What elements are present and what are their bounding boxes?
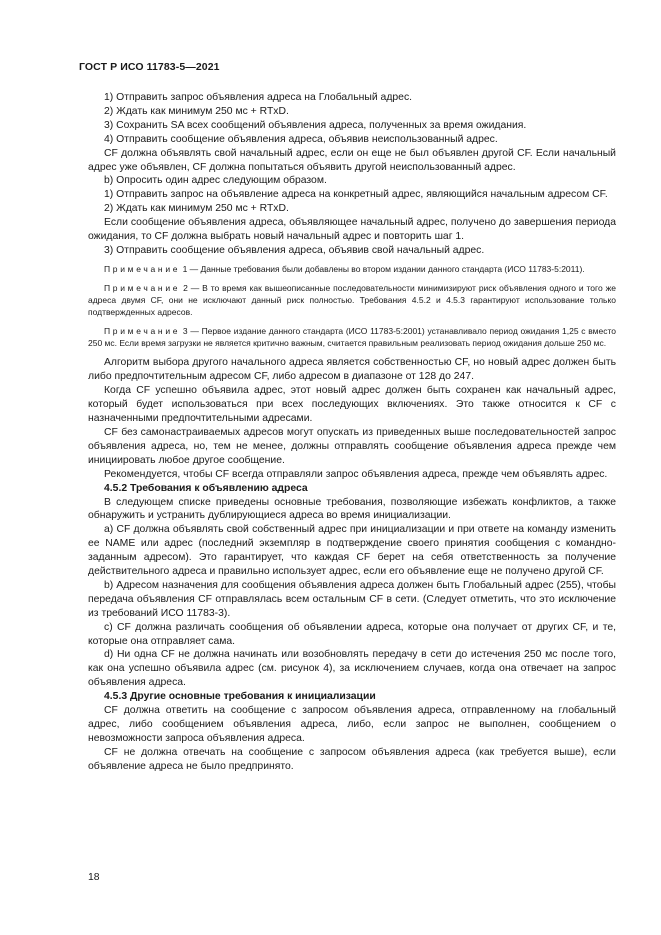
paragraph: a) CF должна объявлять свой собственный адрес при инициализации и при ответе на команду изменить ее NAME или адрес (последний экземпляр в подтверждение своего принятия сообщения с командно-заданным адресом). Это гарантирует, что каждая CF берет на себя ответственность за получение действительного адреса и правильно использует адрес, если его объявление еще не получено другой CF. <box>88 524 616 578</box>
paragraph: Когда CF успешно объявила адрес, этот новый адрес должен быть сохранен как начальный адрес, который будет использоваться при всех последующих включениях. Это также относится к CF с назначенными предпочтительными адресами. <box>88 385 616 425</box>
paragraph: d) Ни одна CF не должна начинать или возобновлять передачу в сети до истечения 250 мс после того, как она успешно объявила адрес (см. рисунок 4), за исключением случаев, когда она отвечает на запрос объявления адреса. <box>88 649 616 689</box>
paragraph: CF должна объявлять свой начальный адрес, если он еще не был объявлен другой CF. Если начальный адрес уже объявлен, CF должна попытаться объявить другой неиспользованный адрес. <box>88 147 616 173</box>
paragraph: 4) Отправить сообщение объявления адреса, объявив неиспользованный адрес. <box>104 133 498 145</box>
paragraph: Рекомендуется, чтобы CF всегда отправляли запрос объявления адреса, прежде чем объявлять адрес. <box>104 468 608 480</box>
page-number: 18 <box>88 872 100 883</box>
section-heading-4-5-2: 4.5.2 Требования к объявлению адреса <box>104 482 308 494</box>
note-label: Примечание <box>104 326 181 337</box>
paragraph: b) Опросить один адрес следующим образом. <box>104 175 327 187</box>
paragraph: c) CF должна различать сообщения об объявлении адреса, которые она получает от других CF, и те, которые она отправляет сама. <box>88 621 616 647</box>
note-text: 1 — Данные требования были добавлены во втором издании данного стандарта (ИСО 11783-5:2011). <box>180 263 585 274</box>
note-1 <box>88 263 616 275</box>
paragraph: b) Адресом назначения для сообщения объявления адреса должен быть Глобальный адрес (255), чтобы передача объявления CF отправлялась всем остальным CF в сети. (Следует отметить, что это исключение из требований ИСО 11783-3). <box>88 579 617 619</box>
paragraph: Если сообщение объявления адреса, объявляющее начальный адрес, получено до завершения периода ожидания, то CF должна выбрать новый начальный адрес и повторить шаг 1. <box>88 217 616 243</box>
note-2 <box>88 282 616 318</box>
section-heading-4-5-3: 4.5.3 Другие основные требования к инициализации <box>104 691 376 703</box>
paragraph: Алгоритм выбора другого начального адреса является собственностью CF, но новый адрес должен быть либо предпочтительным адресом CF, либо адресом в диапазоне от 128 до 247. <box>88 357 616 383</box>
note-text: 3 — Первое издание данного стандарта (ИСО 11783-5:2001) устанавливало период ожидания 1,25 с вместо 250 мс. Если время загрузки не является критично важным, считается правильным реализовать период ожидания дольше 250 мс. <box>88 326 616 349</box>
paragraph: В следующем списке приведены основные требования, позволяющие избежать конфликтов, а также обнаружить и устранить дублирующиеся адреса во время инициализации. <box>88 496 616 522</box>
note-label: Примечание <box>104 282 181 293</box>
paragraph: CF не должна отвечать на сообщение с запросом объявления адреса (как требуется выше), если объявление адреса не было предпринято. <box>88 746 616 772</box>
paragraph: 3) Отправить сообщение объявления адреса, объявив свой начальный адрес. <box>104 244 485 256</box>
note-label: Примечание <box>104 263 181 274</box>
paragraph: 1) Отправить запрос на объявление адреса на конкретный адрес, являющийся начальным адресом CF. <box>104 189 608 201</box>
note-text: 2 — В то время как вышеописанные последовательности минимизируют риск объявления одного и того же адреса двумя CF, они не исключают данный риск полностью. Требования 4.5.2 и 4.5.3 гарантируют использование только подтвержденных адресов. <box>88 282 616 318</box>
paragraph: CF должна ответить на сообщение с запросом объявления адреса, отправленному на глобальный адрес, либо сообщением объявления адреса, либо, если запрос не выполнен, сообщением о невозможности запроса объявления адреса. <box>88 705 616 744</box>
paragraph: 3) Сохранить SA всех сообщений объявления адреса, полученных за время ожидания. <box>104 119 527 131</box>
paragraph: CF без самонастраиваемых адресов могут опускать из приведенных выше последовательностей запрос объявления адреса, но, тем не менее, должны отправлять сообщение объявления адреса прежде чем инициировать любое другое сообщение. <box>88 426 616 466</box>
paragraph: 1) Отправить запрос объявления адреса на Глобальный адрес. <box>104 92 413 103</box>
page-header-standard-id: ГОСТ Р ИСО 11783-5—2021 <box>79 61 220 73</box>
note-3 <box>88 325 616 349</box>
paragraph: 2) Ждать как минимум 250 мс + RTxD. <box>104 203 289 215</box>
paragraph: 2) Ждать как минимум 250 мс + RTxD. <box>104 105 289 117</box>
document-body <box>88 91 616 774</box>
